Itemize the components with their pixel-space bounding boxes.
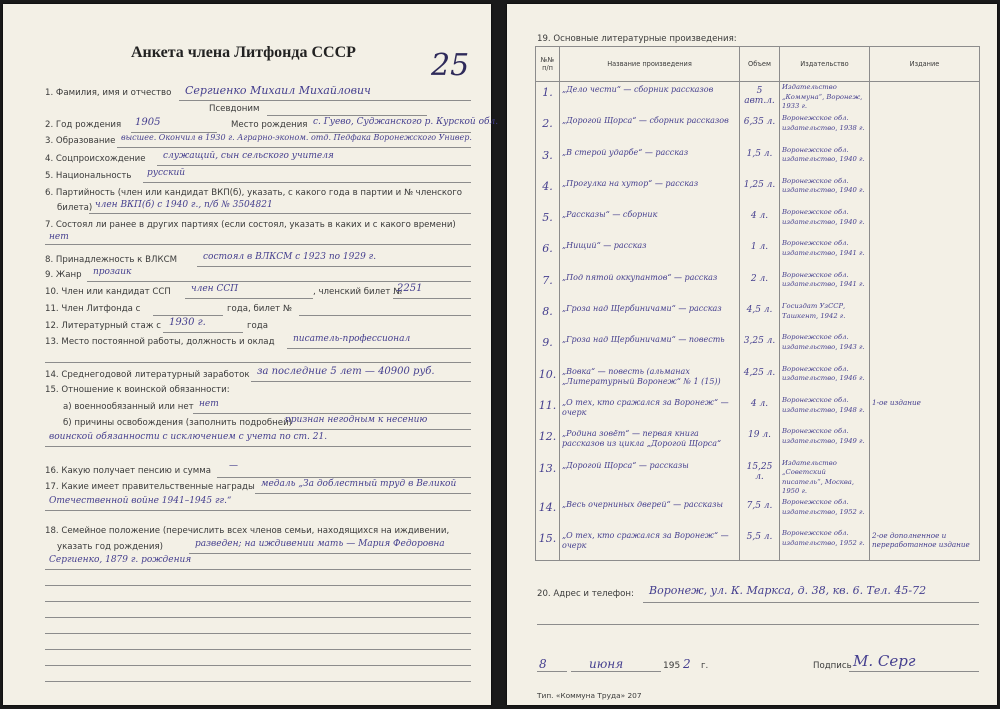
work-edition	[872, 238, 977, 241]
signature: М. Серг	[853, 652, 916, 670]
work-number: 14.	[538, 500, 557, 514]
work-edition	[872, 176, 977, 179]
work-title: „Дело чести“ — сборник рассказов	[562, 85, 714, 94]
genre-label: 9. Жанр	[45, 270, 82, 280]
work-row	[536, 426, 980, 457]
col-volume: Объем	[740, 47, 780, 82]
nationality-label: 5. Национальность	[45, 171, 132, 181]
work-row	[536, 238, 980, 269]
work-publisher: Госиздат УзССР, Ташкент, 1942 г.	[782, 302, 846, 320]
work-publisher: Воронежское обл. издательство, 1938 г.	[782, 114, 865, 132]
awards-value: медаль „За доблестный труд в Великой	[261, 479, 457, 489]
work-number: 8.	[542, 305, 553, 319]
pension-label: 16. Какую получает пенсию и сумма	[45, 466, 211, 476]
work-volume: 1,25 л.	[743, 179, 776, 190]
education-label: 3. Образование	[45, 136, 116, 146]
work-row	[536, 82, 980, 114]
work-publisher: Воронежское обл. издательство, 1943 г.	[782, 333, 865, 351]
printer-imprint: Тип. «Коммуна Труда» 207	[537, 691, 642, 700]
work-number: 7.	[542, 273, 553, 287]
date-day: 8	[539, 657, 547, 671]
military-b-value-cont: воинской обязанности с исключением с учета по ст. 21.	[49, 432, 328, 442]
work-volume: 2 л.	[750, 273, 769, 284]
work-number: 3.	[542, 148, 553, 162]
pseudonym-label: Псевдоним	[209, 104, 260, 114]
workplace-label: 13. Место постоянной работы, должность и оклад	[45, 337, 275, 347]
pension-value: —	[229, 461, 238, 471]
works-heading: 19. Основные литературные произведения:	[537, 34, 737, 44]
work-number: 13.	[538, 461, 557, 475]
litfund-card-label: года, билет №	[227, 304, 292, 314]
party-value: член ВКП(б) с 1940 г., п/б № 3504821	[95, 200, 273, 210]
other-parties-value: нет	[49, 232, 69, 242]
work-publisher: Воронежское обл. издательство, 1946 г.	[782, 364, 865, 383]
komsomol-label: 8. Принадлежность к ВЛКСМ	[45, 255, 177, 265]
ssp-value: член ССП	[191, 284, 239, 294]
work-volume: 3,25 л.	[743, 336, 776, 347]
work-title: „Родина зовёт“ — первая книга рассказов из цикла „Дорогой Щорса“	[562, 429, 722, 449]
address-value: Воронеж, ул. К. Маркса, д. 38, кв. 6. Тел. 45-72	[649, 584, 927, 597]
komsomol-value: состоял в ВЛКСМ с 1923 по 1929 г.	[203, 252, 377, 262]
surname-value: Сергиенко Михаил Михайлович	[185, 84, 371, 97]
address-label: 20. Адрес и телефон:	[537, 589, 634, 599]
work-title: „О тех, кто сражался за Воронеж“ — очерк	[562, 531, 729, 551]
family-value: разведен; на иждивении мать — Мария Федоровна	[195, 539, 445, 549]
military-a-label: а) военнообязанный или нет	[63, 402, 194, 412]
social-origin-label: 4. Соцпроисхождение	[45, 154, 146, 164]
work-edition	[872, 301, 977, 304]
col-publisher: Издательство	[780, 47, 870, 82]
work-edition	[872, 497, 977, 500]
work-edition	[872, 145, 977, 148]
work-volume: 1,5 л.	[746, 148, 773, 159]
work-publisher: Воронежское обл. издательство, 1940 г.	[782, 176, 865, 195]
work-number: 11.	[538, 398, 557, 412]
work-row	[536, 301, 980, 332]
work-publisher: Воронежское обл. издательство, 1941 г.	[782, 270, 865, 289]
birth-year-label: 2. Год рождения	[45, 120, 122, 130]
date-year-prefix: 195	[663, 661, 681, 671]
work-row	[536, 113, 980, 144]
military-b-label: б) причины освобождения (заполнить подробней)	[63, 418, 293, 428]
party-label-cont: билета)	[57, 203, 93, 213]
ssp-label: 10. Член или кандидат ССП	[45, 287, 171, 297]
income-value: за последние 5 лет — 40900 руб.	[257, 366, 435, 377]
work-publisher: Издательство „Коммуна“, Воронеж, 1933 г.	[782, 83, 863, 111]
work-row	[536, 207, 980, 238]
work-title: „Гроза над Щербиничами“ — рассказ	[562, 304, 722, 314]
litfund-label: 11. Член Литфонда с	[45, 304, 141, 314]
social-origin-value: служащий, сын сельского учителя	[163, 151, 334, 161]
work-volume: 7,5 л.	[746, 500, 773, 511]
family-value-cont: Сергиенко, 1879 г. рождения	[49, 555, 192, 565]
lit-experience-value: 1930 г.	[169, 317, 206, 328]
work-title: „Вовка“ — повесть (альманах „Литературный Воронеж“ № 1 (15))	[562, 366, 721, 386]
military-a-value: нет	[199, 399, 219, 409]
work-edition	[872, 458, 977, 461]
questionnaire-page-left	[3, 4, 499, 705]
work-title: „Весь очерниных дверей“ — рассказы	[562, 499, 723, 509]
work-edition	[872, 332, 977, 335]
awards-label: 17. Какие имеет правительственные награды	[45, 482, 255, 492]
work-number: 12.	[538, 430, 557, 444]
work-row	[536, 364, 980, 395]
signature-label: Подпись	[813, 661, 852, 671]
work-volume: 1 л.	[750, 242, 769, 253]
questionnaire-page-right	[507, 4, 997, 705]
work-publisher: Издательство „Советский писатель“, Москва, 1950 г.	[782, 458, 854, 496]
work-publisher: Воронежское обл. издательство, 1940 г.	[782, 145, 865, 164]
work-number: 15.	[538, 532, 557, 546]
work-volume: 6,35 л.	[743, 117, 776, 128]
family-label-cont: указать год рождения)	[57, 542, 164, 552]
work-edition	[872, 113, 977, 116]
birth-place-label: Место рождения	[231, 120, 308, 130]
work-row	[536, 176, 980, 207]
work-publisher: Воронежское обл. издательство, 1940 г.	[782, 208, 865, 226]
work-title: „Дорогой Щорса“ — рассказы	[562, 460, 689, 470]
form-title: Анкета члена Литфонда СССР	[131, 44, 356, 61]
military-label: 15. Отношение к воинской обязанности:	[45, 385, 230, 395]
work-title: „Под пятой оккупантов“ — рассказ	[562, 272, 718, 282]
work-number: 6.	[542, 242, 553, 256]
work-publisher: Воронежское обл. издательство, 1948 г.	[782, 395, 865, 414]
work-title: „Нищий“ — рассказ	[562, 241, 647, 251]
family-label: 18. Семейное положение (перечислить всех членов семьи, находящихся на иждивении,	[45, 526, 450, 536]
birth-year-value: 1905	[135, 117, 161, 128]
work-title: „Рассказы“ — сборник	[562, 210, 658, 220]
awards-value-cont: Отечественной войне 1941–1945 гг.“	[49, 496, 232, 506]
nationality-value: русский	[147, 168, 186, 178]
work-volume: 4 л.	[750, 211, 769, 222]
work-number: 4.	[542, 179, 553, 193]
work-row	[536, 270, 980, 301]
work-row	[536, 528, 980, 560]
genre-value: прозаик	[93, 267, 132, 277]
work-title: „Гроза над Щербиничами“ — повесть	[562, 335, 725, 345]
date-year: 2	[683, 657, 691, 671]
military-b-value: признан негодным к несению	[285, 415, 428, 425]
party-label: 6. Партийность (член или кандидат ВКП(б), указать, с какого года в партии и № членского	[45, 188, 463, 198]
surname-label: 1. Фамилия, имя и отчество	[45, 88, 172, 98]
work-row	[536, 497, 980, 528]
work-edition	[872, 207, 977, 210]
work-volume: 5 авт.л.	[744, 86, 775, 106]
works-table	[535, 46, 980, 561]
education-value: высшее. Окончил в 1930 г. Аграрно-эконом. отд. Педфака Воронежского Универ.	[121, 133, 472, 142]
works-header-row	[536, 47, 980, 82]
work-title: „Прогулка на хутор“ — рассказ	[562, 178, 699, 188]
work-edition	[872, 426, 977, 429]
col-edition: Издание	[870, 47, 980, 82]
work-number: 9.	[542, 336, 553, 350]
other-parties-label: 7. Состоял ли ранее в других партиях (если состоял, указать в каких и с какого времени)	[45, 220, 456, 230]
work-edition	[872, 364, 977, 367]
lit-experience-label: 12. Литературный стаж с	[45, 321, 161, 331]
workplace-value: писатель-профессионал	[293, 334, 411, 344]
work-row	[536, 395, 980, 426]
work-publisher: Воронежское обл. издательство, 1952 г.	[782, 497, 865, 516]
work-number: 2.	[542, 117, 553, 131]
work-number: 10.	[538, 367, 557, 381]
page-number: 25	[431, 48, 470, 83]
work-number: 5.	[542, 211, 553, 225]
work-publisher: Воронежское обл. издательство, 1941 г.	[782, 239, 865, 258]
ssp-card-label: , членский билет №	[313, 287, 403, 297]
work-volume: 5,5 л.	[746, 532, 773, 543]
work-volume: 4,5 л.	[746, 305, 773, 316]
work-row	[536, 458, 980, 497]
work-edition: 2-ое дополненное и переработанное издание	[872, 531, 970, 550]
work-title: „В стерой ударбе“ — рассказ	[562, 147, 689, 157]
work-volume: 4 л.	[750, 398, 769, 409]
lit-experience-suffix: года	[247, 321, 268, 331]
col-title: Название произведения	[560, 47, 740, 82]
col-number: №№ п/п	[536, 47, 560, 82]
work-title: „О тех, кто сражался за Воронеж“ — очерк	[562, 397, 729, 417]
work-number: 1.	[542, 86, 553, 99]
work-edition	[872, 270, 977, 273]
work-title: „Дорогой Щорса“ — сборник рассказов	[562, 116, 729, 126]
work-row	[536, 332, 980, 363]
work-edition: 1-ое издание	[872, 397, 921, 407]
birth-place-value: с. Гуево, Суджанского р. Курской обл.	[313, 117, 499, 127]
work-volume: 19 л.	[748, 430, 771, 441]
work-publisher: Воронежское обл. издательство, 1949 г.	[782, 427, 865, 445]
income-label: 14. Среднегодовой литературный заработок	[45, 370, 250, 380]
work-edition	[872, 82, 977, 85]
date-month: июня	[589, 657, 624, 671]
work-volume: 15,25 л.	[746, 461, 773, 482]
ssp-card-value: 2251	[397, 283, 423, 294]
work-publisher: Воронежское обл. издательство, 1952 г.	[782, 529, 865, 547]
work-row	[536, 145, 980, 176]
work-volume: 4,25 л.	[743, 367, 776, 378]
date-suffix: г.	[701, 661, 709, 671]
